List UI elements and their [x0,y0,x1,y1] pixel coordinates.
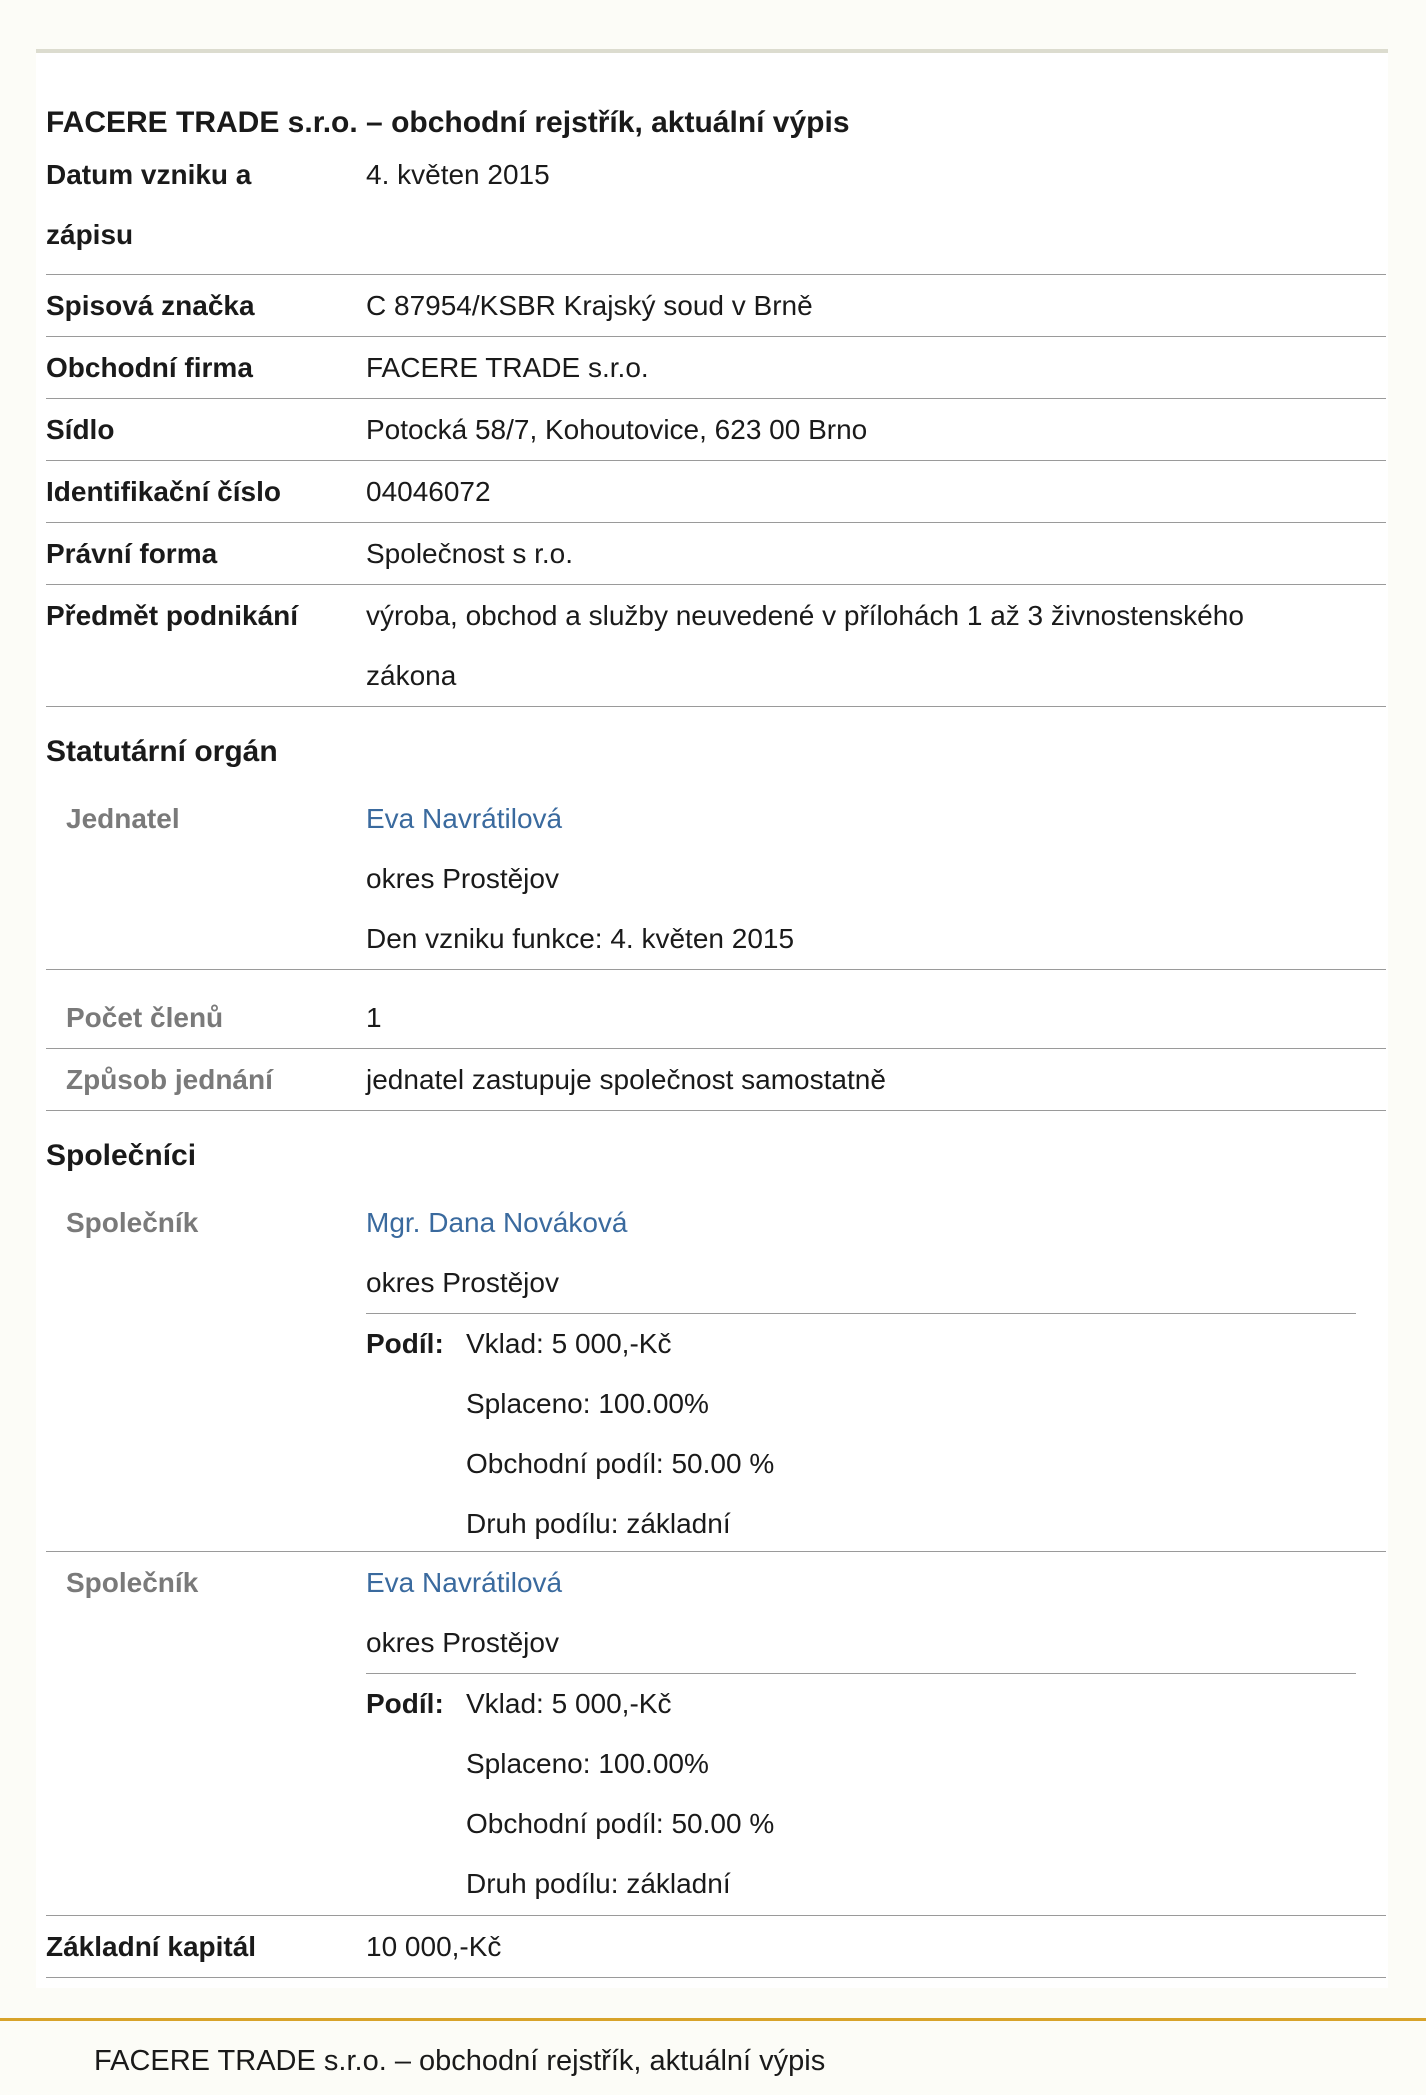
section-spolecnici: Společníci [46,1139,197,1172]
row-label: Právní forma [46,538,218,569]
row-label: Počet členů [66,1002,224,1033]
row-identifikacni-cislo [46,462,1386,523]
row-value: Eva Navrátilová okres Prostějov [366,1553,1366,1673]
person-link[interactable]: Eva Navrátilová [366,803,563,834]
row-value: 04046072 [366,476,491,507]
row-label: Datum vzniku a zápisu [46,159,252,250]
row-value: 10 000,-Kč [366,1931,502,1962]
row-label: Identifikační číslo [46,476,281,507]
row-value: jednatel zastupuje společnost samostatně [366,1064,886,1095]
row-predmet-podnikani [46,586,1386,707]
row-pocet-clenu [46,988,1386,1049]
row-obchodni-firma [46,338,1386,399]
row-spolecnik-1 [46,1193,1386,1552]
row-pravni-forma [46,524,1386,585]
row-jednatel [46,789,1386,970]
row-value: Společnost s r.o. [366,538,574,569]
row-value: Mgr. Dana Nováková okres Prostějov [366,1193,1366,1313]
page-footer [0,2018,1426,2095]
person-link[interactable]: Mgr. Dana Nováková [366,1207,628,1238]
podil-values: Vklad: 5 000,-Kč Splaceno: 100.00% Obchodní podíl: 50.00 % Druh podílu: základní [466,1328,775,1539]
section-statutarni-organ: Statutární orgán [46,735,278,768]
row-value: C 87954/KSBR Krajský soud v Brně [366,290,813,321]
footer-title: FACERE TRADE s.r.o. – obchodní rejstřík, aktuální výpis [94,2045,826,2077]
row-value: FACERE TRADE s.r.o. [366,352,649,383]
podil-label: Podíl: [366,1688,444,1719]
row-label: Obchodní firma [46,352,253,383]
row-label: Sídlo [46,414,115,445]
row-label: Společník [66,1207,199,1238]
row-label: Jednatel [66,803,180,834]
person-link[interactable]: Eva Navrátilová [366,1567,563,1598]
row-label: Základní kapitál [46,1931,257,1962]
row-value: Potocká 58/7, Kohoutovice, 623 00 Brno [366,414,868,445]
row-spisova-znacka [46,276,1386,337]
row-value: 4. květen 2015 [366,159,550,190]
row-datum-vzniku [46,145,1386,275]
row-value: 1 [366,1002,382,1033]
row-spolecnik-2 [46,1553,1386,1916]
row-zakladni-kapital [46,1917,1386,1978]
row-label: Spisová značka [46,290,255,321]
page-title: FACERE TRADE s.r.o. – obchodní rejstřík, aktuální výpis [46,106,850,139]
row-label: Způsob jednání [66,1064,273,1095]
registry-card [36,49,1388,1988]
row-zpusob-jednani [46,1050,1386,1111]
row-value: výroba, obchod a služby neuvedené v přílohách 1 až 3 živnostenského zákona [366,600,1244,691]
row-label: Společník [66,1567,199,1598]
row-sidlo [46,400,1386,461]
podil-label: Podíl: [366,1328,444,1359]
row-value: Eva Navrátilová okres Prostějov Den vzniku funkce: 4. květen 2015 [366,789,1366,969]
row-label: Předmět podnikání [46,600,299,631]
podil-values: Vklad: 5 000,-Kč Splaceno: 100.00% Obchodní podíl: 50.00 % Druh podílu: základní [466,1688,775,1899]
